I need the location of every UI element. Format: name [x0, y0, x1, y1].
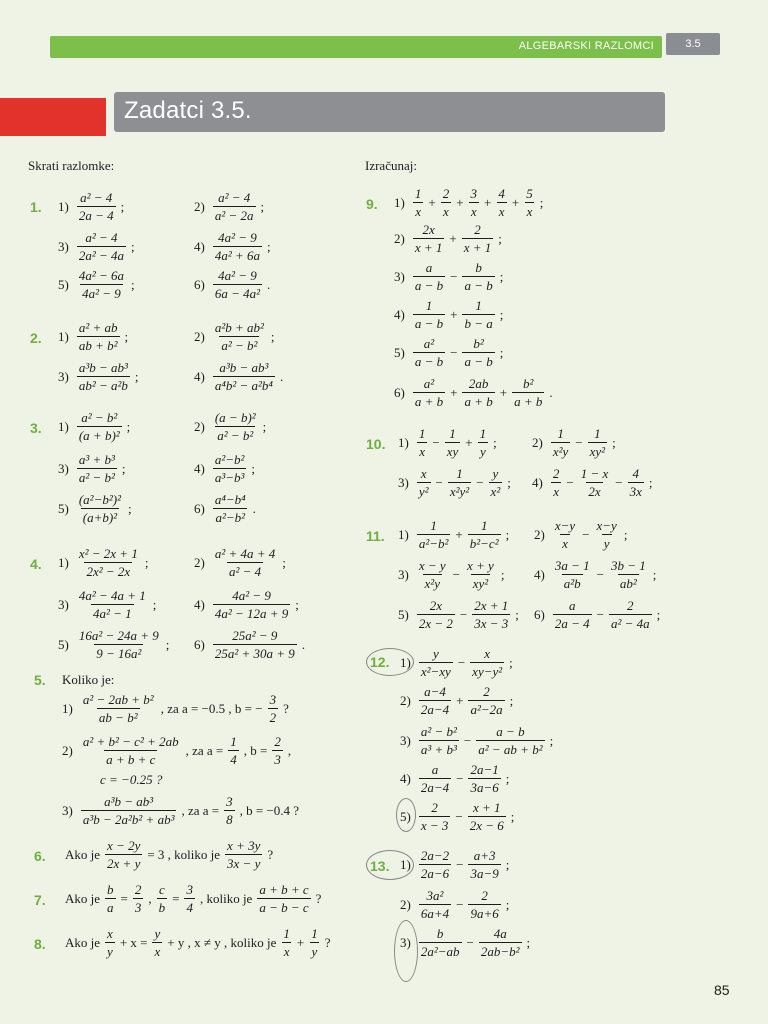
exercise-item: 1) $\frac{y}{\text{x²−xy}}$ − $\frac{x}{\text{xy−y²}}$ ;	[400, 646, 513, 679]
exercise-item: 1) $\frac{1}{\text{a²−b²}}$ + $\frac{1}{\text{b²−c²}}$ ;	[398, 518, 510, 551]
item-label: 2)	[194, 198, 205, 214]
problem-number: 13.	[370, 858, 390, 874]
exercise-item: 3) $\frac{x}{\text{y²}}$ − $\frac{1}{\text{x²y²}}$ − $\frac{y}{\text{x²}}$ ;	[398, 466, 511, 499]
item-label: 6)	[194, 276, 205, 292]
left-instruction: Skrati razlomke:	[28, 158, 115, 173]
exercise-item: 5) $\frac{2}{x - 3}$ − $\frac{x + 1}{2x - 6}$ ;	[400, 800, 515, 833]
exercise-item: 2) $\frac{x-y}{x}$ − $\frac{x-y}{y}$ ;	[534, 518, 628, 551]
item-label: 4)	[194, 596, 205, 612]
item-label: 3)	[58, 238, 69, 254]
exercise-item: 6) $\frac{\text{a²}}{a + b}$ + $\frac{2ab}{a + b}$ + $\frac{\text{b²}}{a + b}$ .	[394, 376, 553, 409]
item-label: 3)	[62, 802, 73, 818]
exercise-item: 2) $\frac{\text{a²b + ab²}}{\text{a² − b²}}$ ;	[194, 320, 275, 353]
exercise-item: 4) $\frac{\text{4a² − 9}}{\text{4a² + 6a}}$ ;	[194, 230, 271, 263]
header-bar	[50, 36, 662, 58]
exercise-item: 6) $\frac{\text{25a² − 9}}{\text{25a² + 30a + 9}}$ .	[194, 628, 306, 661]
condition-text: c = −0.25 ?	[100, 772, 163, 787]
problem-number: 7.	[34, 892, 46, 908]
condition-text: , za a = −0.5 , b = −	[160, 700, 263, 716]
item-label: 6)	[194, 636, 205, 652]
exercise-item: 2) $\frac{2x}{x + 1}$ + $\frac{2}{x + 1}$ ;	[394, 222, 502, 255]
section-number: 3.5	[666, 33, 720, 55]
title-accent	[0, 98, 106, 136]
exercise-item: 1) $\frac{1}{x}$ − $\frac{1}{xy}$ + $\frac{1}{y}$ ;	[398, 426, 497, 459]
exercise-item: 3) $\frac{\text{a³b − ab³}}{\text{ab² − a²b}}$ ;	[58, 360, 139, 393]
exercise-item: 5) $\frac{\text{a²}}{a - b}$ − $\frac{\text{b²}}{a - b}$ ;	[394, 336, 504, 369]
condition-text: , za a =	[185, 742, 224, 758]
exercise-item: 3) $\frac{\text{4a² − 4a + 1}}{\text{4a² − 1}}$ ;	[58, 588, 157, 621]
exercise-item: 3) $\frac{\text{a² − b²}}{\text{a³ + b³}}$ − $\frac{a - b}{\text{a² − ab + b²}}$ ;	[400, 724, 554, 757]
exercise-item: 4) $\frac{2}{x}$ − $\frac{1 - x}{2x}$ − $\frac{4}{3x}$ ;	[532, 466, 653, 499]
exercise-item: 4) $\frac{\text{a³b − ab³}}{\text{a⁴b² − a²b⁴}}$ .	[194, 360, 284, 393]
problem-number: 6.	[34, 848, 46, 864]
item-label: 5)	[58, 500, 69, 516]
title-bar	[114, 92, 665, 132]
exercise-item: 5) $\frac{\text{16a² − 24a + 9}}{\text{9 − 16a²}}$ ;	[58, 628, 170, 661]
item-label: 3)	[58, 460, 69, 476]
item-label: 1)	[58, 418, 69, 434]
exercise-item: 6) $\frac{a}{2a - 4}$ − $\frac{2}{\text{a² − 4a}}$ ;	[534, 598, 661, 631]
item-label: 3)	[58, 368, 69, 384]
condition-text: , b = −0.4 ?	[239, 802, 300, 818]
item-label: 1)	[62, 700, 73, 716]
exercise-item: 3) $\frac{a}{a - b}$ − $\frac{b}{a - b}$ ;	[394, 260, 504, 293]
exercise-item: 1) $\frac{\text{a² − 2ab + b²}}{\text{ab − b²}}$ , za a = −0.5 , b = − $\frac{3}{2}$ ?	[62, 692, 289, 725]
exercise-item: Ako je $\frac{x}{y}$ + x = $\frac{y}{x}$ + y , x ≠ y , koliko je $\frac{1}{x}$ + $\frac{1}{y}$ ?	[65, 926, 331, 959]
page-number: 85	[714, 982, 730, 998]
exercise-item: 5) $\frac{2x}{2x - 2}$ − $\frac{2x + 1}{3x - 3}$ ;	[398, 598, 519, 631]
exercise-item: 4) $\frac{\text{a²−b²}}{\text{a³−b³}}$ ;	[194, 452, 256, 485]
exercise-item: 1) $\frac{1}{x}$ + $\frac{2}{x}$ + $\frac{3}{x}$ + $\frac{4}{x}$ + $\frac{5}{x}$ ;	[394, 186, 544, 219]
problem-number: 10.	[366, 436, 386, 452]
item-label: 4)	[194, 238, 205, 254]
item-label: 5)	[58, 276, 69, 292]
exercise-item: 5) $\frac{\text{(a²−b²)²}}{\text{(a+b)²}}$ ;	[58, 492, 132, 525]
exercise-item: 5) $\frac{\text{4a² − 6a}}{\text{4a² − 9}}$ ;	[58, 268, 135, 301]
exercise-item: 3) $\frac{\text{a² − 4}}{\text{2a² − 4a}}$ ;	[58, 230, 135, 263]
exercise-item: 1) $\frac{\text{a² + ab}}{\text{ab + b²}}$ ;	[58, 320, 129, 353]
problem-number: 2.	[30, 330, 42, 346]
exercise-item: 4) $\frac{3a - 1}{\text{a²b}}$ − $\frac{3b - 1}{\text{ab²}}$ ;	[534, 558, 657, 591]
condition-text: , za a =	[181, 802, 220, 818]
exercise-item: 2) $\frac{a-4}{2a-4}$ + $\frac{2}{\text{a²−2a}}$ ;	[400, 684, 514, 717]
item-label: 2)	[194, 554, 205, 570]
problem-text: Koliko je:	[62, 672, 115, 687]
problem-number: 9.	[366, 196, 378, 212]
exercise-item: 3) $\frac{\text{a³ + b³}}{\text{a² − b²}}$ ;	[58, 452, 126, 485]
section-title: ALGEBARSKI RAZLOMCI	[518, 40, 654, 52]
problem-number: 4.	[30, 556, 42, 572]
exercise-item: 2) $\frac{\text{a² − 4}}{\text{a² − 2a}}$ ;	[194, 190, 265, 223]
item-label: 1)	[58, 198, 69, 214]
item-label: 2)	[62, 742, 73, 758]
item-label: 2)	[194, 418, 205, 434]
exercise-item: 2) $\frac{\text{(a − b)²}}{\text{a² − b²}}$ ;	[194, 410, 267, 443]
item-label: 4)	[194, 368, 205, 384]
exercise-item: 2) $\frac{\text{3a²}}{6a+4}$ − $\frac{2}{9a+6}$ ;	[400, 888, 510, 921]
problem-number: 11.	[366, 528, 385, 544]
problem-number: 1.	[30, 199, 42, 215]
exercise-item: 1) $\frac{\text{a² − 4}}{2a - 4}$ ;	[58, 190, 125, 223]
exercise-item: 1) $\frac{\text{x² − 2x + 1}}{\text{2x² − 2x}}$ ;	[58, 546, 149, 579]
exercise-item: 1) $\frac{\text{a² − b²}}{\text{(a + b)²}}$ ;	[58, 410, 131, 443]
item-label: 1)	[58, 554, 69, 570]
exercise-item: 2) $\frac{1}{\text{x²y}}$ − $\frac{1}{\text{xy²}}$ ;	[532, 426, 616, 459]
item-label: 5)	[58, 636, 69, 652]
item-label: 4)	[194, 460, 205, 476]
problem-number: 8.	[34, 936, 46, 952]
exercise-item: 1) $\frac{2a-2}{2a-6}$ − $\frac{a+3}{3a-9}$ ;	[400, 848, 510, 881]
problem-number: 3.	[30, 420, 42, 436]
exercise-item: 3) $\frac{b}{\text{2a²−ab}}$ − $\frac{4a}{\text{2ab−b²}}$ ;	[400, 926, 531, 959]
exercise-item: 6) $\frac{\text{4a² − 9}}{\text{6a − 4a²}}$ .	[194, 268, 271, 301]
exercise-item: 4) $\frac{a}{2a-4}$ − $\frac{2a-1}{3a-6}$ ;	[400, 762, 510, 795]
exercise-item: 3) $\frac{\text{a³b − ab³}}{\text{a³b − 2a²b² + ab³}}$ , za a = $\frac{3}{8}$ , b = −0.4 ?	[62, 794, 300, 827]
exercise-item: 2) $\frac{\text{a² + 4a + 4}}{\text{a² − 4}}$ ;	[194, 546, 286, 579]
exercise-item: 2) $\frac{\text{a² + b² − c² + 2ab}}{a + b + c}$ , za a = $\frac{1}{4}$ , b = $\frac{2}{3}$ ,	[62, 734, 292, 767]
right-instruction: Izračunaj:	[365, 158, 417, 173]
exercise-item: 4) $\frac{1}{a - b}$ + $\frac{1}{b - a}$ ;	[394, 298, 504, 331]
exercise-item: Ako je $\frac{x - 2y}{2x + y}$ = 3 , koliko je $\frac{x + 3y}{3x - y}$ ?	[65, 838, 274, 871]
problem-number: 5.	[34, 672, 46, 688]
item-label: 2)	[194, 328, 205, 344]
item-label: 1)	[58, 328, 69, 344]
item-label: 6)	[194, 500, 205, 516]
exercise-item: 3) $\frac{x - y}{\text{x²y}}$ − $\frac{x + y}{\text{xy²}}$ ;	[398, 558, 505, 591]
item-label: 3)	[58, 596, 69, 612]
page-title: Zadatci 3.5.	[124, 97, 252, 124]
exercise-item: 6) $\frac{\text{a⁴−b⁴}}{\text{a²−b²}}$ .	[194, 492, 256, 525]
problem-number: 12.	[370, 654, 390, 670]
exercise-item: Ako je $\frac{b}{a}$ = $\frac{2}{3}$ , $\frac{c}{b}$ = $\frac{3}{4}$ , koliko je $\frac{a + b + c}{a - b - c}$ ?	[65, 882, 322, 915]
exercise-item: 4) $\frac{\text{4a² − 9}}{\text{4a² − 12a + 9}}$ ;	[194, 588, 299, 621]
